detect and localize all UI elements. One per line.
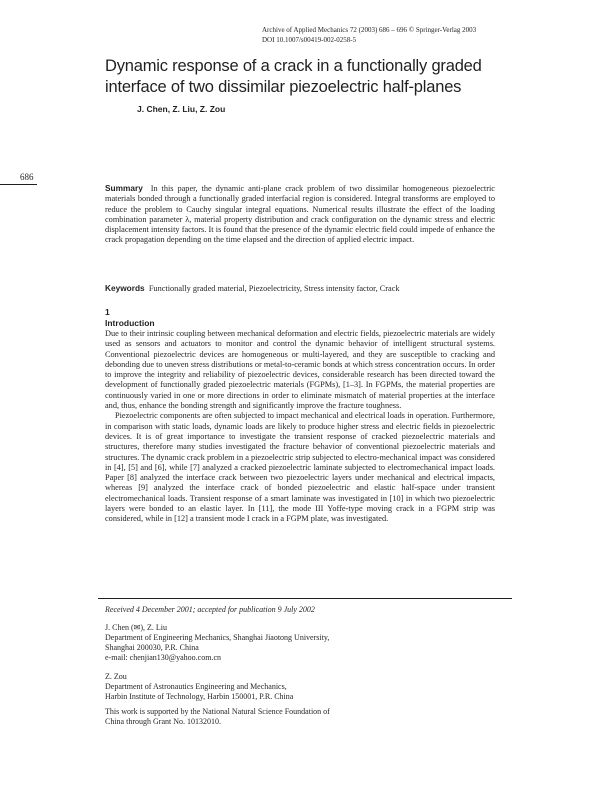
funding-line-2: China through Grant No. 10132010.: [105, 717, 221, 726]
introduction-body: [105, 329, 495, 525]
authors: J. Chen, Z. Liu, Z. Zou: [137, 104, 226, 114]
abstract-label: Summary: [105, 183, 143, 193]
author1-names: J. Chen (✉), Z. Liu: [105, 623, 168, 632]
funding-note: [105, 707, 495, 727]
keywords-text: Functionally graded material, Piezoelectricity, Stress intensity factor, Crack: [148, 284, 400, 293]
author2-dept: Department of Astronautics Engineering and Mechanics,: [105, 682, 287, 691]
page-number-rule: [0, 184, 37, 185]
keywords: [105, 283, 495, 294]
intro-paragraph-2: Piezoelectric components are often subjected to impact mechanical and electrical loads in operation. Furthermore, in comparison with static loads, dynamic loads are likely to produce higher stress and electric fields in piezoelectric devices. It is of great importance to investigate the transient response of cracked piezoelectric materials and structures, therefore many studies investigated the fracture behavior of conventional piezoelectric materials and structures. The dynamic crack problem in a piezoelectric strip subjected to electro-mechanical impact was considered in [4], [5] and [6], while [7] analyzed a cracked piezoelectric laminate subjected to electromechanical impact loads. Paper [8] analyzed the interface crack between two piezoelectric layers under mechanical and electrical impacts, whereas [9] analyzed the interface crack of bonded piezoelectric and elastic half-space under transient electromechanical loads. Transient response of a smart laminate was investigated in [10] in which two piezoelectric layers were bonded to an elastic layer. In [11], the mode III Yoffe-type moving crack in a FGPM strip was considered, while in [12] a transient mode I crack in a FGPM plate, was investigated.: [105, 411, 495, 524]
affiliation-1: [105, 623, 495, 663]
author1-dept: Department of Engineering Mechanics, Shanghai Jiaotong University,: [105, 633, 330, 642]
affiliation-2: [105, 672, 495, 702]
journal-citation: Archive of Applied Mechanics 72 (2003) 686 – 696 © Springer-Verlag 2003: [262, 26, 477, 34]
received-date: Received 4 December 2001; accepted for publication 9 July 2002: [105, 605, 315, 614]
page-number: 686: [20, 172, 34, 182]
intro-paragraph-1: Due to their intrinsic coupling between mechanical deformation and electric fields, piezoelectric materials are widely used as sensors and actuators to monitor and control the dynamic behavior of intelligent structural systems. Conventional piezoelectric devices are homogeneous or multi-layered, and they are susceptible to cracking and debonding due to uneven stress distributions or metal-to-ceramic bonds at which stress concentration occurs. In order to improve the integrity and reliability of piezoelectric devices, considerable research has been directed toward the development of functionally graded piezoelectric materials (FGPMs), [1–3]. In FGPMs, the material properties are continuously varied in one or more directions in order to eliminate mismatch of material properties at the interface and, thus, enhance the bonding strength and significantly improve the fracture toughness.: [105, 329, 495, 411]
author1-city: Shanghai 200030, P.R. China: [105, 643, 199, 652]
funding-line-1: This work is supported by the National Natural Science Foundation of: [105, 707, 330, 716]
section-title: Introduction: [105, 318, 155, 328]
section-number: 1: [105, 307, 110, 317]
doi: DOI 10.1007/s00419-002-0258-5: [262, 36, 357, 44]
journal-header: [262, 25, 570, 45]
footnote-rule: [98, 598, 512, 599]
keywords-label: Keywords: [105, 283, 145, 293]
author2-inst: Harbin Institute of Technology, Harbin 150001, P.R. China: [105, 692, 294, 701]
author1-email: e-mail: chenjian130@yahoo.com.cn: [105, 653, 221, 662]
author2-names: Z. Zou: [105, 672, 127, 681]
abstract: [105, 183, 495, 246]
title-line-2: interface of two dissimilar piezoelectric half-planes: [105, 78, 462, 96]
abstract-text: In this paper, the dynamic anti-plane crack problem of two dissimilar homogeneous piezoelectric materials bonded through a functionally graded interfacial region is considered. Integral transforms are employed to reduce the problem to Cauchy singular integral equations. Numerical results illustrate the effect of the loading combination parameter λ, material property distribution and crack configuration on the dynamic stress and electric displacement intensity factors. It is found that the presence of the dynamic electric field could impede of enhance the crack propagation depending on the time elapsed and the direction of applied electric impact.: [105, 184, 495, 245]
paper-title: [105, 56, 505, 98]
title-line-1: Dynamic response of a crack in a functionally graded: [105, 57, 482, 75]
